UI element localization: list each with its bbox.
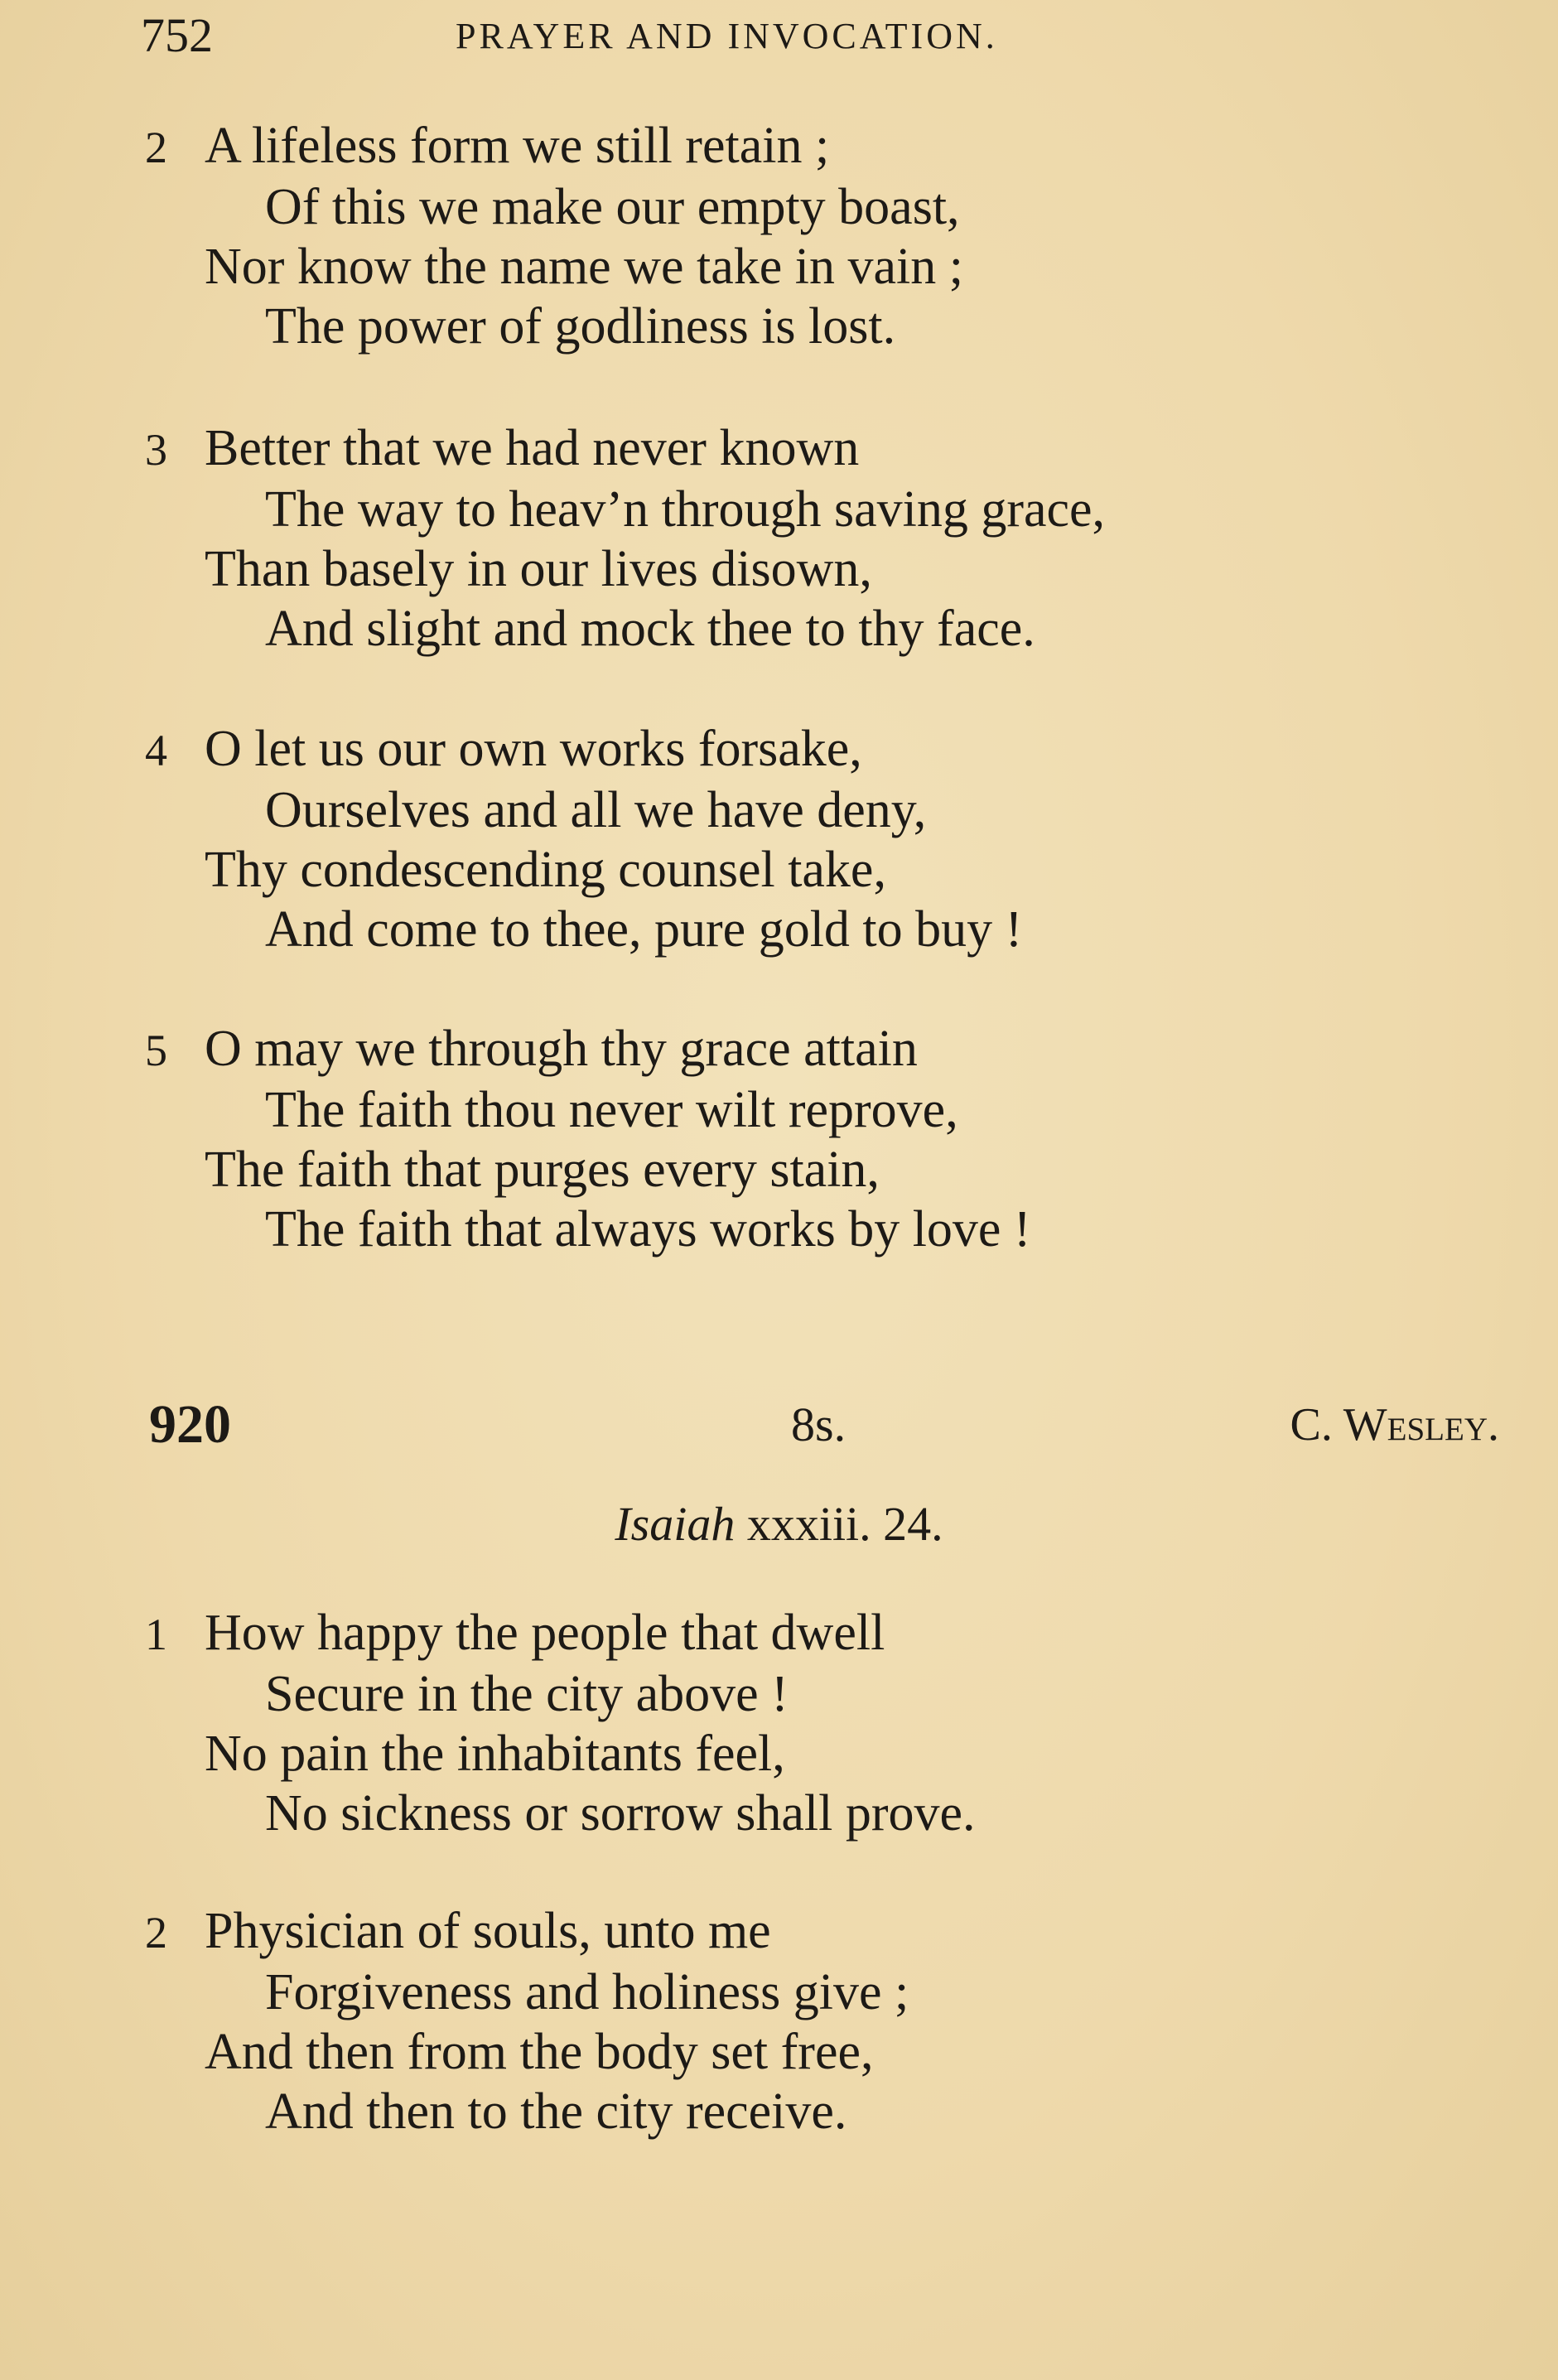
stanza-line: And then from the body set free, [205,2024,874,2080]
stanza-line: Thy condescending counsel take, [205,842,886,898]
page-number: 752 [141,8,213,62]
stanza-5 [145,1019,1512,1259]
stanza-number: 2 [145,123,167,172]
stanza-line: And come to thee, pure gold to buy ! [265,901,1023,958]
stanza-line: Ourselves and all we have deny, [265,782,927,838]
stanza-number: 2 [145,1908,167,1958]
scripture-book: Isaiah [615,1497,736,1551]
stanza-3 [145,418,1512,659]
stanza-line: And slight and mock thee to thy face. [265,601,1035,657]
stanza-number: 4 [145,726,167,775]
stanza-line: The faith thou never wilt reprove, [265,1082,958,1138]
scripture-reference [0,1491,1558,1557]
stanza-line: The way to heav’n through saving grace, [265,481,1106,538]
stanza-number: 1 [145,1610,167,1659]
stanza-line: 1 How happy the people that dwell [145,1603,1512,1664]
stanza-number: 3 [145,425,167,475]
stanza-line: Secure in the city above ! [265,1666,789,1722]
stanza-line: Of this we make our empty boast, [265,179,960,235]
section-title: PRAYER AND INVOCATION. [456,16,998,56]
stanza-line: Forgiveness and holiness give ; [265,1964,909,2020]
stanza-line: The faith that always works by love ! [265,1201,1031,1258]
stanza-line: 5 O may we through thy grace attain [145,1019,1512,1080]
scripture-ref: xxxiii. 24. [746,1497,943,1551]
stanza-number: 5 [145,1026,167,1075]
running-head [141,7,1176,65]
stanza-line: 2 Physician of souls, unto me [145,1901,1512,1962]
stanza-line: The power of godliness is lost. [265,298,896,355]
hymn-author: C. Wesley. [1290,1399,1499,1451]
hymn-meter: 8s. [791,1398,847,1451]
stanza-line: No sickness or sorrow shall prove. [265,1785,976,1842]
stanza-4 [145,719,1512,959]
stanza-line: 3 Better that we had never known [145,418,1512,480]
stanza-line: The faith that purges every stain, [205,1142,880,1198]
stanza-line: 4 O let us our own works forsake, [145,719,1512,780]
stanza-line: And then to the city receive. [265,2083,847,2140]
stanza-line: 2 A lifeless form we still retain ; [145,116,1512,177]
stanza-line: No pain the inhabitants feel, [205,1726,785,1782]
stanza-2 [145,116,1512,356]
hymn-header [149,1392,1499,1458]
hymn-stanza-1 [145,1603,1512,1843]
stanza-line: Than basely in our lives disown, [205,541,872,597]
stanza-line: Nor know the name we take in vain ; [205,239,963,295]
hymn-number: 920 [149,1394,231,1455]
hymn-stanza-2 [145,1901,1512,2141]
